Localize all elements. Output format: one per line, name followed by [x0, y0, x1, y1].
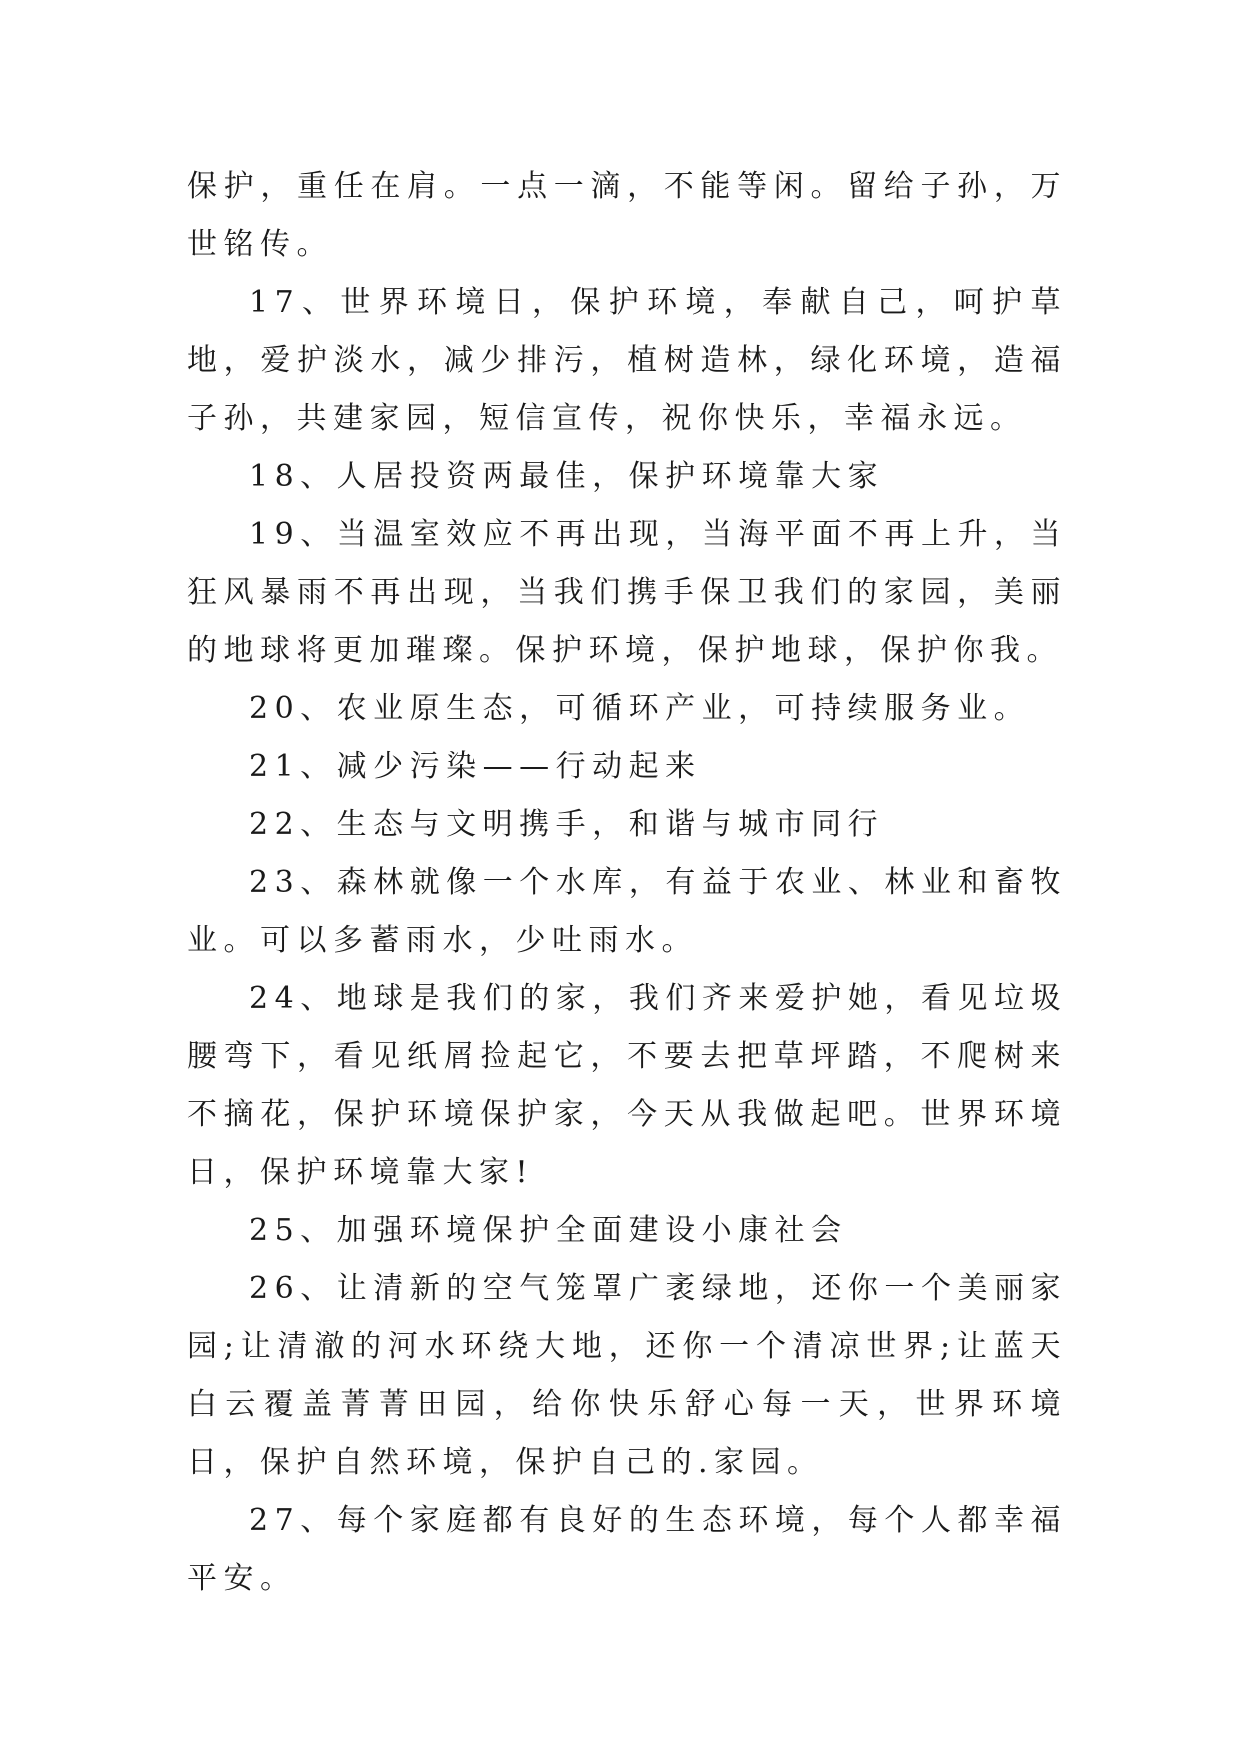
paragraph-24: 24、地球是我们的家，我们齐来爱护她，看见垃圾腰弯下，看见纸屑捡起它，不要去把草坪踏，不爬树来不摘花，保护环境保护家，今天从我做起吧。世界环境日，保护环境靠大家! [187, 981, 1067, 1190]
paragraph-23: 23、森林就像一个水库，有益于农业、林业和畜牧业。可以多蓄雨水，少吐雨水。 [187, 865, 1067, 958]
paragraph-18: 18、人居投资两最佳，保护环境靠大家 [249, 459, 885, 494]
paragraph-20: 20、农业原生态，可循环产业，可持续服务业。 [249, 691, 1031, 726]
paragraph-27: 27、每个家庭都有良好的生态环境，每个人都幸福平安。 [187, 1503, 1067, 1596]
paragraph-22: 22、生态与文明携手，和谐与城市同行 [249, 807, 885, 842]
paragraph-21: 21、减少污染——行动起来 [249, 749, 702, 784]
paragraph-19: 19、当温室效应不再出现，当海平面不再上升，当狂风暴雨不再出现，当我们携手保卫我们的家园，美丽的地球将更加璀璨。保护环境，保护地球，保护你我。 [187, 517, 1067, 668]
paragraph-16-continued: 保护，重任在肩。一点一滴，不能等闲。留给子孙，万世铭传。 [187, 169, 1067, 262]
document-body [187, 158, 1067, 1608]
paragraph-17: 17、世界环境日，保护环境，奉献自己，呵护草地，爱护淡水，减少排污，植树造林，绿化环境，造福子孙，共建家园，短信宣传，祝你快乐，幸福永远。 [187, 285, 1067, 436]
paragraph-26: 26、让清新的空气笼罩广袤绿地，还你一个美丽家园;让清澈的河水环绕大地，还你一个清凉世界;让蓝天白云覆盖菁菁田园，给你快乐舒心每一天，世界环境日，保护自然环境，保护自己的.家园。 [187, 1271, 1067, 1480]
paragraph-25: 25、加强环境保护全面建设小康社会 [249, 1213, 848, 1248]
